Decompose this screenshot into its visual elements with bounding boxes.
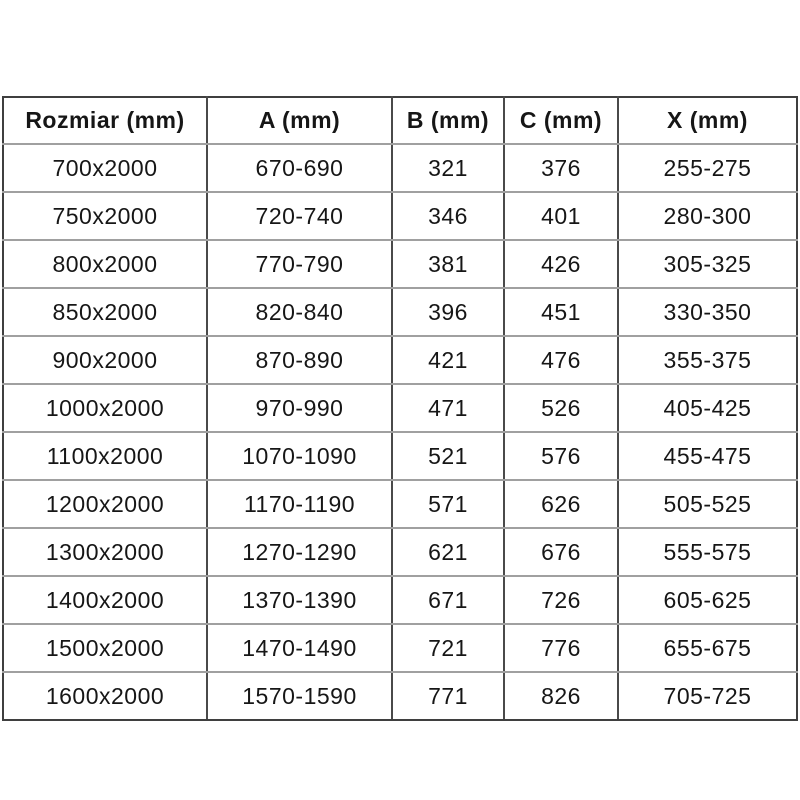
table-row: [3, 528, 797, 576]
table-cell: 401: [504, 192, 618, 240]
table-cell: 455-475: [618, 432, 797, 480]
table-cell: 820-840: [207, 288, 392, 336]
table-cell: 526: [504, 384, 618, 432]
table-cell: 330-350: [618, 288, 797, 336]
table-cell: 1270-1290: [207, 528, 392, 576]
table-cell: 376: [504, 144, 618, 192]
table-cell: 1400x2000: [3, 576, 207, 624]
table-cell: 655-675: [618, 624, 797, 672]
table-cell: 720-740: [207, 192, 392, 240]
table-cell: 405-425: [618, 384, 797, 432]
table-cell: 305-325: [618, 240, 797, 288]
table-header: [3, 97, 797, 144]
table-cell: 280-300: [618, 192, 797, 240]
table-cell: 576: [504, 432, 618, 480]
table-cell: 671: [392, 576, 504, 624]
table-cell: 1570-1590: [207, 672, 392, 720]
table-cell: 471: [392, 384, 504, 432]
table-row: [3, 624, 797, 672]
column-header: A (mm): [207, 97, 392, 144]
table-row: [3, 432, 797, 480]
table-row: [3, 672, 797, 720]
table-cell: 1200x2000: [3, 480, 207, 528]
table-cell: 705-725: [618, 672, 797, 720]
table-cell: 850x2000: [3, 288, 207, 336]
table-cell: 1370-1390: [207, 576, 392, 624]
table-row: [3, 576, 797, 624]
table-cell: 571: [392, 480, 504, 528]
table-cell: 255-275: [618, 144, 797, 192]
table-row: [3, 288, 797, 336]
table-cell: 476: [504, 336, 618, 384]
table-cell: 1470-1490: [207, 624, 392, 672]
table-cell: 1000x2000: [3, 384, 207, 432]
table-cell: 750x2000: [3, 192, 207, 240]
table-cell: 1600x2000: [3, 672, 207, 720]
table-cell: 776: [504, 624, 618, 672]
table-cell: 396: [392, 288, 504, 336]
table-cell: 346: [392, 192, 504, 240]
table-cell: 381: [392, 240, 504, 288]
table-cell: 771: [392, 672, 504, 720]
table-cell: 621: [392, 528, 504, 576]
table-cell: 605-625: [618, 576, 797, 624]
table-cell: 1100x2000: [3, 432, 207, 480]
table-cell: 1500x2000: [3, 624, 207, 672]
size-chart-container: [2, 96, 798, 721]
table-cell: 700x2000: [3, 144, 207, 192]
table-cell: 721: [392, 624, 504, 672]
table-cell: 421: [392, 336, 504, 384]
table-body: [3, 144, 797, 720]
header-row: [3, 97, 797, 144]
table-cell: 770-790: [207, 240, 392, 288]
table-cell: 870-890: [207, 336, 392, 384]
table-row: [3, 336, 797, 384]
table-cell: 676: [504, 528, 618, 576]
table-cell: 1170-1190: [207, 480, 392, 528]
table-cell: 555-575: [618, 528, 797, 576]
table-row: [3, 480, 797, 528]
table-cell: 451: [504, 288, 618, 336]
table-cell: 355-375: [618, 336, 797, 384]
table-cell: 800x2000: [3, 240, 207, 288]
table-cell: 726: [504, 576, 618, 624]
table-cell: 505-525: [618, 480, 797, 528]
table-cell: 900x2000: [3, 336, 207, 384]
column-header: X (mm): [618, 97, 797, 144]
table-cell: 626: [504, 480, 618, 528]
table-cell: 1300x2000: [3, 528, 207, 576]
table-cell: 426: [504, 240, 618, 288]
table-cell: 521: [392, 432, 504, 480]
column-header: C (mm): [504, 97, 618, 144]
table-row: [3, 144, 797, 192]
column-header: Rozmiar (mm): [3, 97, 207, 144]
size-chart-table: [2, 96, 798, 721]
table-row: [3, 192, 797, 240]
table-cell: 670-690: [207, 144, 392, 192]
table-row: [3, 384, 797, 432]
table-row: [3, 240, 797, 288]
table-cell: 321: [392, 144, 504, 192]
column-header: B (mm): [392, 97, 504, 144]
table-cell: 826: [504, 672, 618, 720]
table-cell: 1070-1090: [207, 432, 392, 480]
table-cell: 970-990: [207, 384, 392, 432]
